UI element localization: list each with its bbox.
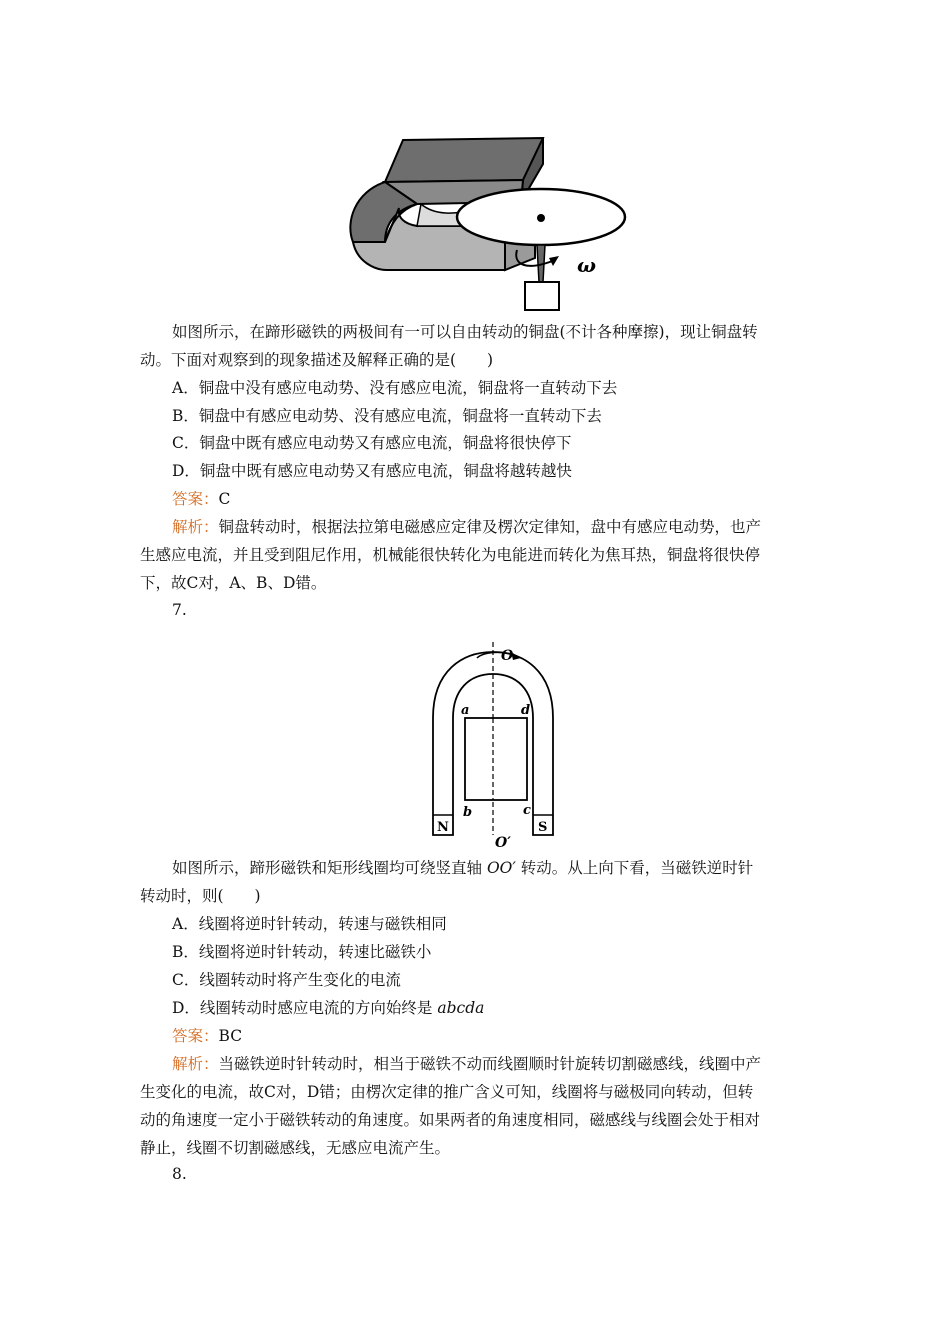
q7-answer	[172, 1023, 242, 1050]
q6-analysis-line1	[140, 514, 812, 542]
q7-option-d-text: D．线圈转动时感应电流的方向始终是	[172, 999, 438, 1017]
q7-option-d-path: abcda	[437, 999, 485, 1017]
q6-analysis-line2: 生感应电流，并且受到阻尼作用，机械能很快转化为电能进而转化为焦耳热，铜盘将很快停	[140, 546, 761, 564]
analysis-label: 解析：	[172, 1055, 219, 1073]
q8-number: 8.	[172, 1165, 187, 1183]
q7-analysis-line4: 静止，线圈不切割磁感线，无感应电流产生。	[140, 1139, 451, 1157]
figure-copper-disc	[345, 132, 635, 314]
q6-option-b: B．铜盘中有感应电动势、没有感应电流，铜盘将一直转动下去	[172, 407, 602, 425]
coil-label-c: c	[523, 803, 531, 818]
q7-analysis-line3: 动的角速度一定小于磁铁转动的角速度。如果两者的角速度相同，磁感线与线圈会处于相对	[140, 1111, 761, 1129]
q6-stem-line2: 动。下面对观察到的现象描述及解释正确的是( )	[140, 351, 494, 369]
coil-label-d: d	[521, 703, 531, 718]
analysis-text: 当磁铁逆时针转动时，相当于磁铁不动而线圈顺时针旋转切割磁感线，线圈中产	[218, 1055, 762, 1073]
answer-label: 答案：	[172, 1027, 219, 1045]
coil-label-b: b	[463, 805, 473, 820]
magnet-top-face	[385, 138, 543, 182]
q7-stem-part1: 如图所示，蹄形磁铁和矩形线圈均可绕竖直轴	[172, 859, 487, 877]
q7-axis-name: OO′	[486, 859, 516, 877]
label-o-prime: O′	[495, 835, 511, 850]
q7-option-d	[172, 995, 484, 1022]
q6-option-d: D．铜盘中既有感应电动势又有感应电流，铜盘将越转越快	[172, 462, 572, 480]
q7-option-b: B．线圈将逆时针转动，转速比磁铁小	[172, 943, 432, 961]
q6-option-c: C．铜盘中既有感应电动势又有感应电流，铜盘将很快停下	[172, 434, 572, 452]
q6-answer	[172, 486, 230, 513]
q7-option-c: C．线圈转动时将产生变化的电流	[172, 971, 401, 989]
q7-stem-part2: 转动。从上向下看，当磁铁逆时针	[515, 859, 754, 877]
q7-option-a: A．线圈将逆时针转动，转速与磁铁相同	[172, 915, 447, 933]
pole-s-label: S	[538, 820, 548, 835]
answer-label: 答案：	[172, 490, 219, 508]
coil-label-a: a	[461, 703, 470, 718]
q6-option-a: A．铜盘中没有感应电动势、没有感应电流，铜盘将一直转动下去	[172, 379, 618, 397]
rotation-arrowhead	[549, 256, 559, 266]
label-o: O	[501, 648, 514, 664]
disc-center-dot	[537, 214, 545, 222]
answer-value: C	[218, 490, 231, 508]
q7-stem-line2: 转动时，则( )	[140, 887, 261, 905]
answer-value: BC	[218, 1027, 243, 1045]
q6-analysis-line3: 下，故C对，A、B、D错。	[140, 574, 327, 592]
pole-n-label: N	[437, 820, 449, 835]
q7-analysis-line2: 生变化的电流，故C对，D错；由楞次定律的推广含义可知，线圈将与磁极同向转动，但转	[140, 1083, 754, 1101]
analysis-label: 解析：	[172, 518, 219, 536]
figure-coil	[425, 640, 565, 850]
rectangular-coil	[465, 718, 527, 800]
omega-label: ω	[577, 253, 597, 277]
q7-number: 7.	[172, 601, 187, 619]
q6-stem-line1: 如图所示，在蹄形磁铁的两极间有一可以自由转动的铜盘(不计各种摩擦)，现让铜盘转	[172, 323, 758, 341]
shaft-base	[525, 282, 559, 310]
q7-analysis-line1	[140, 1051, 812, 1079]
analysis-text: 铜盘转动时，根据法拉第电磁感应定律及楞次定律知，盘中有感应电动势，也产	[218, 518, 762, 536]
q7-stem-line1	[140, 855, 812, 883]
